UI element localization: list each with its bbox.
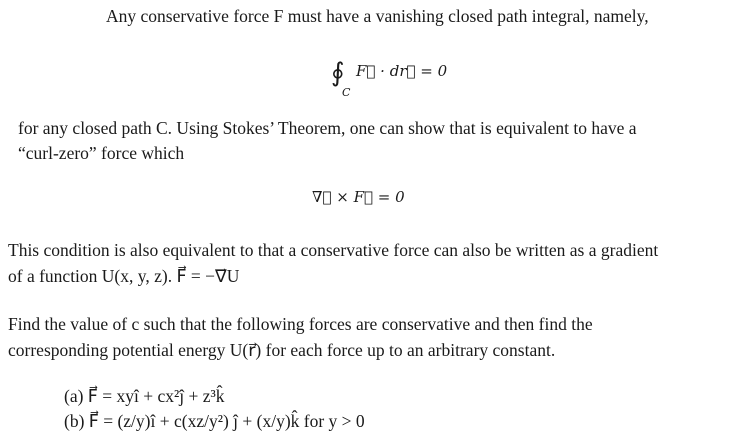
contour-integral-subscript: C xyxy=(342,86,351,99)
contour-integral-symbol: ∮ xyxy=(331,58,345,88)
curl-zero-equation: ∇⃗ × F⃗ = 0 xyxy=(312,188,405,206)
item-a: (a) F⃗ = xyî + cx²ĵ + z³k̂ xyxy=(64,386,225,406)
paragraph-4-line-2: corresponding potential energy U(r⃗) for each force up to an arbitrary constant. xyxy=(8,340,556,360)
paragraph-2-line-1: for any closed path C. Using Stokes’ Theorem, one can show that is equivalent to have a xyxy=(18,118,637,138)
item-b: (b) F⃗ = (z/y)î + c(xz/y²) ĵ + (x/y)k̂ for y > 0 xyxy=(64,411,365,431)
paragraph-3-line-1: This condition is also equivalent to that a conservative force can also be written as a gradient xyxy=(8,240,659,260)
paragraph-3-line-2: of a function U(x, y, z). F⃗ = −∇⃗U xyxy=(8,266,240,286)
paragraph-2-line-2: “curl-zero” force which xyxy=(18,143,185,163)
paragraph-4-line-1: Find the value of c such that the following forces are conservative and then find the xyxy=(8,314,593,334)
closed-path-integral-equation: F⃗ · dr⃗ = 0 xyxy=(356,62,448,80)
intro-text: Any conservative force F must have a vanishing closed path integral, namely, xyxy=(106,6,649,26)
